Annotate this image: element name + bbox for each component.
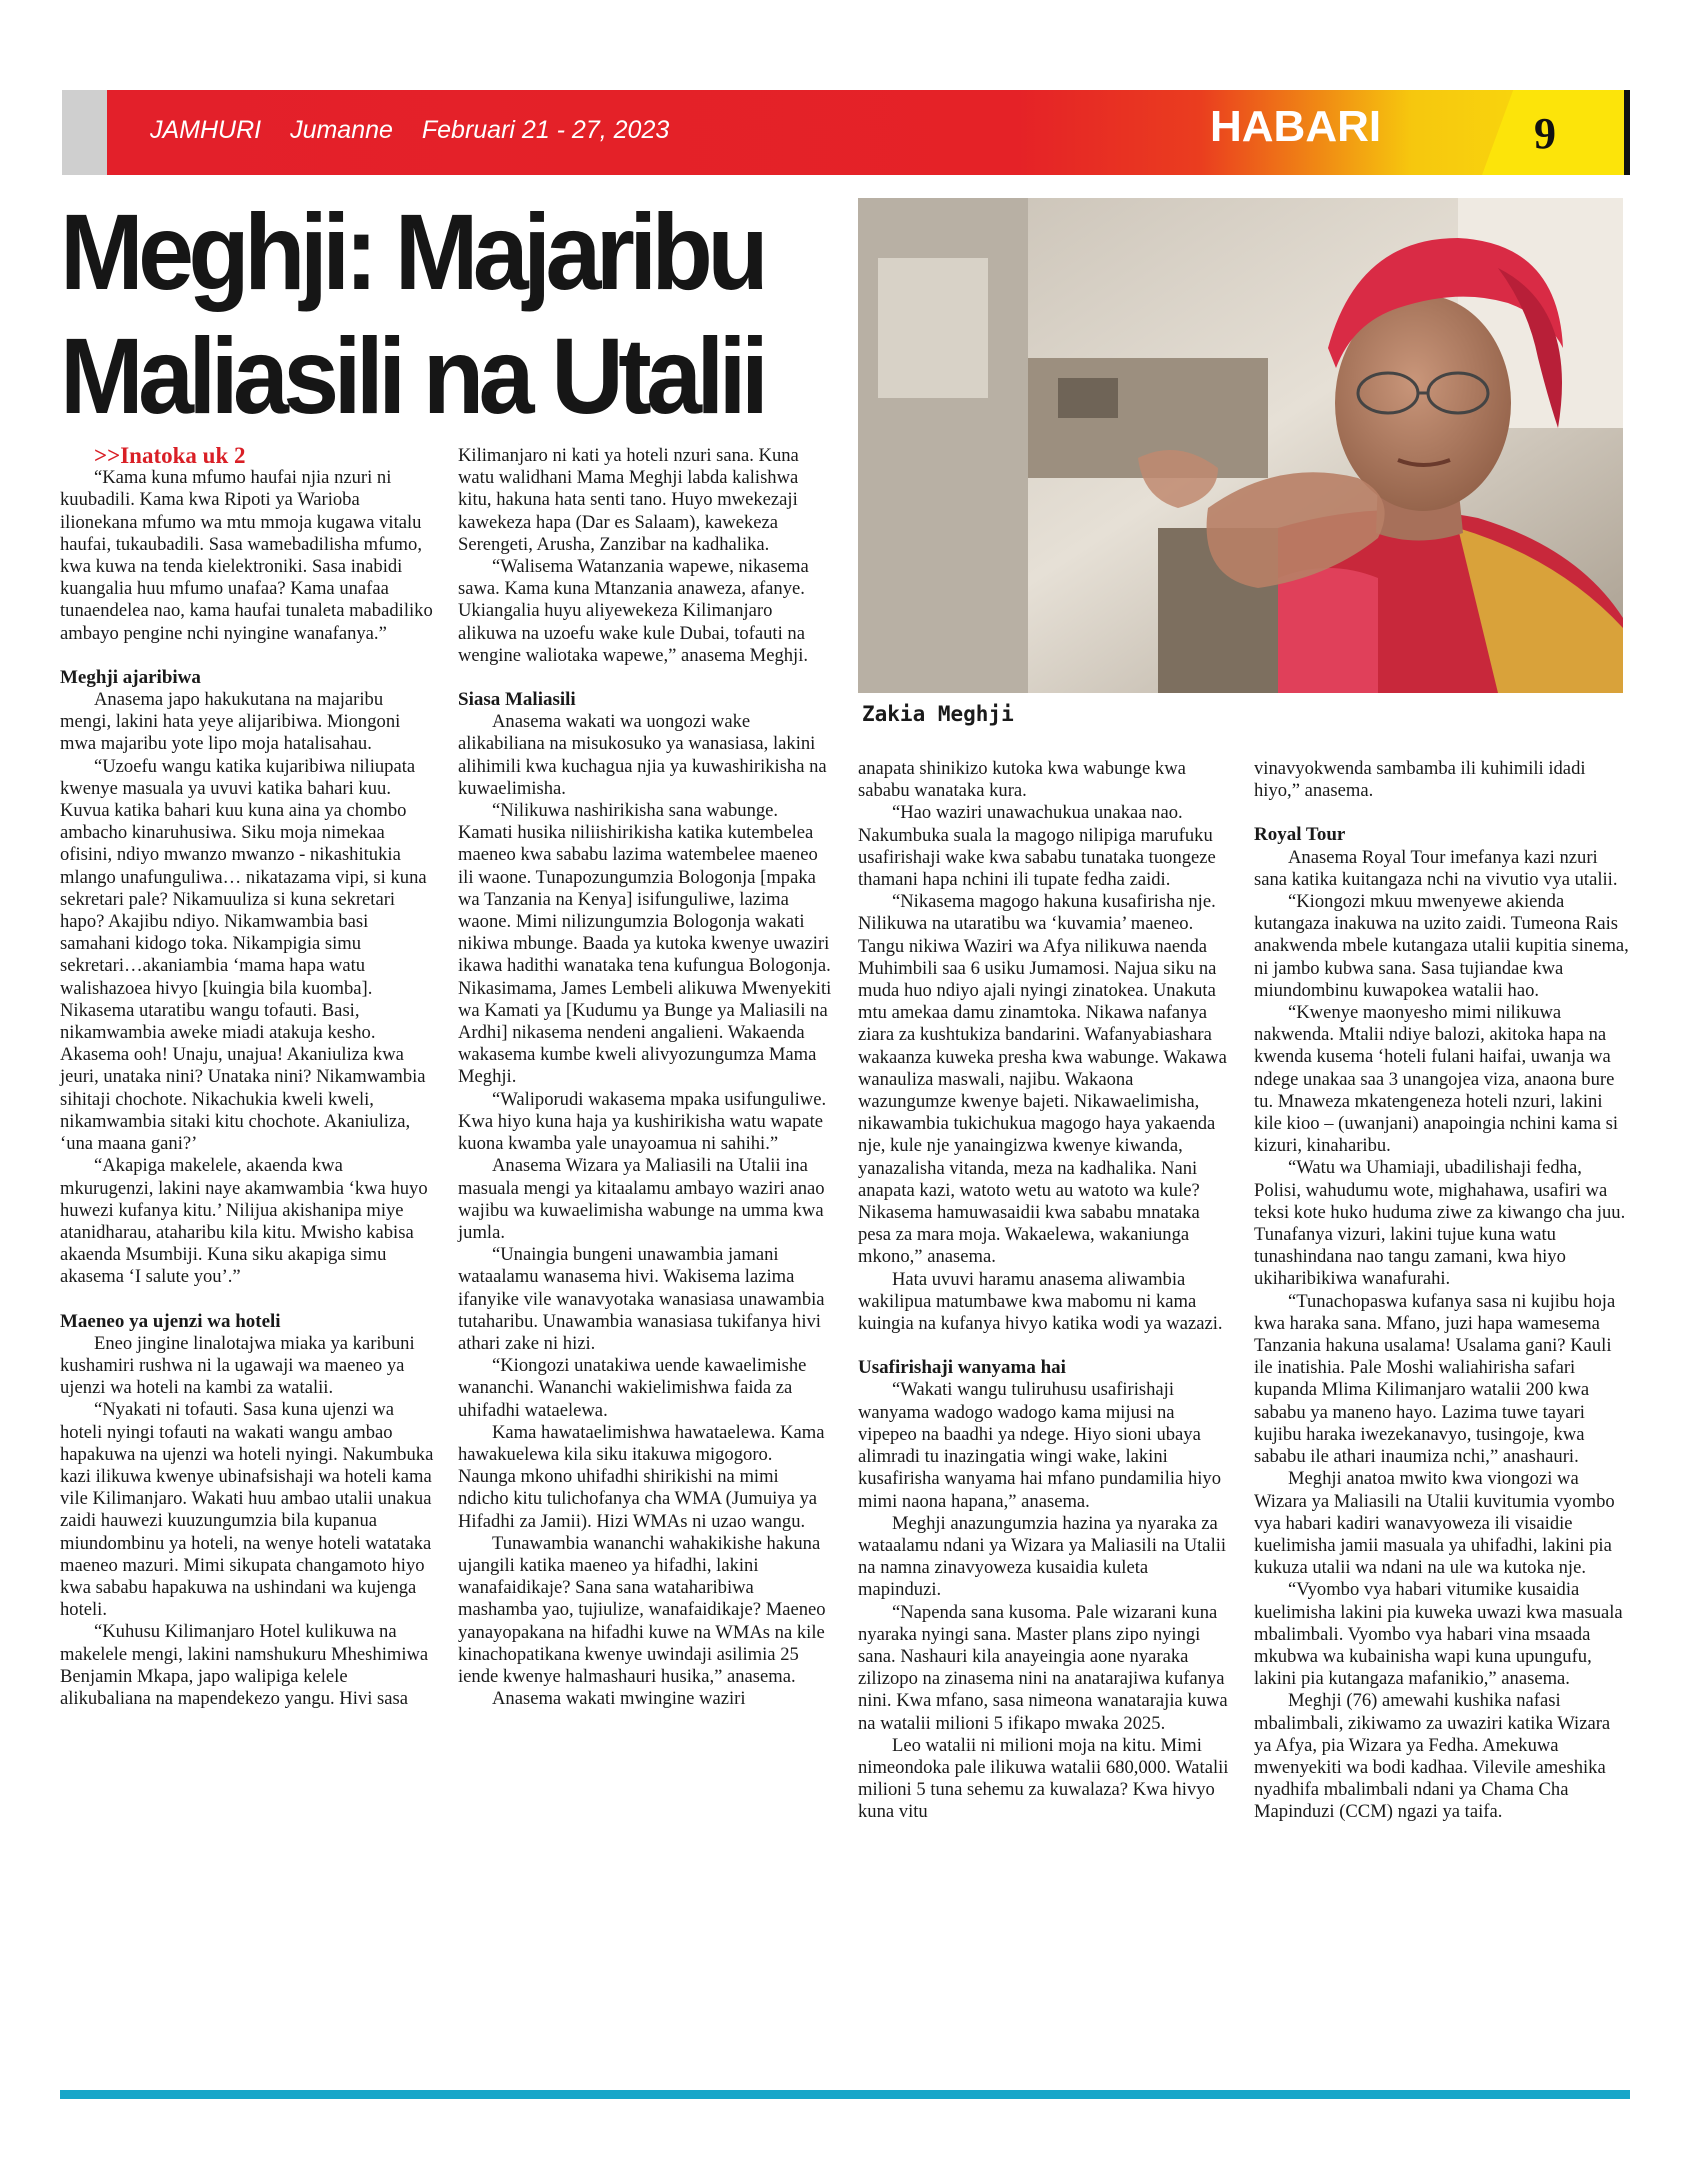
body-paragraph: “Kiongozi unatakiwa uende kawaelimishe wananchi. Wananchi wakielimishwa faida za uhifadhi wataelewa. xyxy=(458,1355,807,1421)
body-paragraph: “Wakati wangu tuliruhusu usafirishaji wanyama wadogo wadogo kama mijusi na vipepeo na baadhi ya ndege. Hiyo sioni ubaya alimradi tu inazingatia wingi wake, lakini kusafirisha wanyama hai mfano pundamilia hiyo mimi naona hapana,” anasema. xyxy=(858,1379,1221,1512)
continued-from-marker: >>Inatoka uk 2 xyxy=(94,443,246,468)
body-paragraph: “Napenda sana kusoma. Pale wizarani kuna nyaraka nyingi sana. Master plans zipo nyingi sana. Nashauri kila anayeingia aone nyaraka zilizopo na zinasema nini na anatarajiwa kufanya nini. Kwa mfano, sasa nimeona wanatarajia kuwa na watalii milioni 5 ifikapo mwaka 2025. xyxy=(858,1601,1228,1734)
paragraph-gap xyxy=(60,645,435,667)
article-headline xyxy=(60,190,795,438)
body-paragraph: “Nilikuwa nashirikisha sana wabunge. Kamati husika niliishirikisha katika kutembelea maeneo kwa sababu lazima watembelee maeneo ili waone. Tunapozungumzia Bologonja [mpaka wa Tanzania na Kenya] isifunguliwe, lazima waone. Mimi nilizungumzia Bologonja wakati nikiwa mbunge. Baada ya kutoka kwenye uwaziri ikawa hadithi wanataka tena kufungua Bologonja. Nikasimama, James Lembeli alikuwa Mwenyekiti wa Kamati ya [Kudumu ya Bunge ya Maliasili na Ardhi] nikasema nendeni angalieni. Wakaenda wakasema kumbe kweli alivyozungumza Mama Meghji. xyxy=(458,800,832,1088)
body-paragraph: “Kwenye maonyesho mimi nilikuwa nakwenda. Mtalii ndiye balozi, akitoka hapa na kwenda kusema ‘hoteli fulani haifai, uwanja wa ndege unakaa saa 3 unangojea viza, anaona bure tu. Mnaweza mkatengeneza hoteli nzuri, lakini kile kioo – (uwanjani) anapoingia nchini kama si kizuri, kinaharibu. xyxy=(1254,1002,1619,1157)
footer-rule xyxy=(60,2090,1630,2099)
photo-caption: Zakia Meghji xyxy=(862,702,1014,726)
issue-day: Jumanne xyxy=(290,116,393,144)
body-paragraph: Anasema japo hakukutana na majaribu mengi, lakini hata yeye alijaribiwa. Miongoni mwa majaribu yote lipo moja hatalisahau. xyxy=(60,689,401,755)
subheading: Meghji ajaribiwa xyxy=(60,666,201,688)
body-paragraph: “Waliporudi wakasema mpaka usifunguliwe. Kwa hiyo kuna haja ya kushirikisha watu wapate kuona kwamba yale unayoamua ni sahihi.” xyxy=(458,1088,827,1155)
article-photo xyxy=(858,198,1623,693)
header-meta xyxy=(150,116,691,145)
body-paragraph: Kama hawataelimishwa hawataelewa. Kama hawakuelewa kila siku itakuwa migogoro. Naunga mkono uhifadhi shirikishi na mimi ndicho kitu tulichofanya cha WMA (Jumuiya ya Hifadhi za Jamii). Hizi WMAs ni uzao wangu. xyxy=(458,1421,825,1532)
subheading: Royal Tour xyxy=(1254,824,1346,846)
body-paragraph: “Kuhusu Kilimanjaro Hotel kulikuwa na makelele mengi, lakini namshukuru Mheshimiwa Benjamin Mkapa, japo walipiga kelele alikubaliana na mapendekezo yangu. Hivi sasa xyxy=(60,1621,429,1709)
body-paragraph: “Uzoefu wangu katika kujaribiwa niliupata kwenye masuala ya uvuvi katika bahari kuu. Kuvua katika bahari kuu kuna aina ya chombo ambacho kinaruhusiwa. Siku moja nimekaa ofisini, ndiyo mwanzo mwanzo - nikashitukia mlango unafunguliwa… nikatazama vipi, si kuna sekretari pale? Nikamuuliza si kuna sekretari hapo? Akajibu ndiyo. Nikamwambia basi samahani kidogo toka. Nikampigia simu sekretari…akaniambia ‘mama hapa watu walishazoea hivyo [kuingia bila kuomba]. Nikasema utaratibu wangu tofauti. Basi, nikamwambia aweke miadi atakuja kesho. Akasema ooh! Unaju, unajua! Akaniuliza kwa jeuri, unataka nini? Unataka nini? Nikamwambia sihitaji chochote. Nikachukia kweli kweli, nikamwambia sitaki kitu chochote. Akaniuliza, ‘una maana gani?’ xyxy=(60,755,427,1155)
subheading: Siasa Maliasili xyxy=(458,689,576,711)
body-paragraph: “Watu wa Uhamiaji, ubadilishaji fedha, Polisi, wahudumu wote, mighahawa, usafiri wa teksi kote huko huduma ziwe za kiwango cha juu. Tunafanya vizuri, lakini tujue kuna watu tunashindana nao tangu zamani, kwa hiyo ukiharibikiwa wanafurahi. xyxy=(1254,1157,1626,1290)
paragraph-gap xyxy=(858,1335,1233,1357)
body-paragraph: Meghji (76) amewahi kushika nafasi mbalimbali, zikiwamo za uwaziri katika Wizara ya Afya, pia Wizara ya Fedha. Amekuwa mwenyekiti wa bodi kadhaa. Vilevile ameshika nyadhifa mbalimbali ndani ya Chama Cha Mapinduzi (CCM) ngazi ya taifa. xyxy=(1254,1690,1611,1823)
issue-date: Februari 21 - 27, 2023 xyxy=(421,116,670,144)
body-paragraph: Anasema Wizara ya Maliasili na Utalii ina masuala mengi ya kitaalamu ambayo waziri anao wajibu wa kuwaelimisha wabunge na umma kwa jumla. xyxy=(458,1155,825,1243)
paragraph-gap xyxy=(458,667,833,689)
body-paragraph: Tunawambia wananchi wahakikishe hakuna ujangili katika maeneo ya hifadhi, lakini wanafaidikaje? Sana sana wataharibiwa mashamba yao, tujiulize, wanafaidikaje? Maeneo yanayopakana na hifadhi kuwe na WMAs na kile kinachopatikana kwenye uwindaji asilimia 25 iende kwenye halmashauri husika,” anasema. xyxy=(458,1532,826,1687)
publication-name: JAMHURI xyxy=(150,116,262,144)
body-paragraph: Meghji anatoa mwito kwa viongozi wa Wizara ya Maliasili na Utalii kuvitumia vyombo vya habari kadiri wanavyoweza ili visaidie kuelimisha jamii masuala ya uhifadhi, lakini pia kukuza utalii wa ndani na ule wa kutoka nje. xyxy=(1254,1468,1615,1579)
body-paragraph: “Hao waziri unawachukua unakaa nao. Nakumbuka suala la magogo nilipiga marufuku usafirishaji wake kwa sababu tunataka tuongeze thamani hapa nchini ili tupate fedha zaidi. xyxy=(858,802,1216,891)
body-paragraph: Meghji anazungumzia hazina ya nyaraka za wataalamu ndani ya Wizara ya Maliasili na Utalii na namna zinavyoweza kusaidia kuleta mapinduzi. xyxy=(858,1512,1227,1601)
body-paragraph: “Walisema Watanzania wapewe, nikasema sawa. Kama kuna Mtanzania anaweza, afanye. Ukiangalia huyu aliyewekeza Kilimanjaro alikuwa na uzoefu wake kule Dubai, tofauti na wengine waliotaka wapewe,” anasema Meghji. xyxy=(458,556,809,666)
body-paragraph: “Nyakati ni tofauti. Sasa kuna ujenzi wa hoteli nyingi tofauti na wakati wangu ambao hapakuwa na ujenzi wa hoteli nyingi. Nakumbuka kazi ilikuwa kwenye ubinafsishaji wa hoteli kama vile Kilimanjaro. Wakati huu ambao utalii unakua zaidi hauwezi kuuzungumzia bila kupanua miundombinu ya hoteli, na wenye hoteli watataka maeneo mazuri. Mimi sikupata changamoto hiyo kwa sababu hapakuwa na ushindani wa kujenga hoteli. xyxy=(60,1399,434,1621)
article-column-1 xyxy=(60,445,435,1710)
section-label: HABARI xyxy=(1210,102,1382,151)
subheading: Maeneo ya ujenzi wa hoteli xyxy=(60,1310,281,1332)
body-paragraph: “Nikasema magogo hakuna kusafirisha nje. Nilikuwa na utaratibu wa ‘kuvamia’ maeneo. Tangu nikiwa Waziri wa Afya nilikuwa naenda Muhimbili saa 6 usiku Jumamosi. Najua siku na muda huo ndiyo ajali nyingi zinatokea. Unakuta mtu amekaa damu zinamtoka. Nikawa nafanya ziara za kushtukiza bandarini. Wafanyabiashara wakaanza kuweka presha kwa wabunge. Wakawa wanauliza maswali, najibu. Wakaona wazungumze kwenye bajeti. Nikawaelimisha, nikawambia tukichukua magogo haya yakaenda nje, kule nje yanaingizwa kwenye kiwanda, yanazalisha vitanda, meza na kadhalika. Nani anapata kazi, watoto wetu au watoto wa kule? Nikasema hamuwasaidii kwa sababu mnataka pesa za mara moja. Wakaelewa, wakaniunga mkono,” anasema. xyxy=(858,891,1227,1268)
body-paragraph: anapata shinikizo kutoka kwa wabunge kwa sababu wanataka kura. xyxy=(858,758,1186,802)
header-grey-block xyxy=(62,90,107,175)
body-paragraph: Anasema wakati mwingine waziri xyxy=(492,1688,746,1710)
body-paragraph: “Unaingia bungeni unawambia jamani wataalamu wanasema hivi. Wakisema lazima ifanyike vile wanavyotaka wanasiasa unawambia tutaharibu. Unawambia wanasiasa tukifanya hivi athari zake ni hizi. xyxy=(458,1244,825,1354)
body-paragraph: vinavyokwenda sambamba ili kuhimili idadi hiyo,” anasema. xyxy=(1254,758,1586,802)
body-paragraph: Eneo jingine linalotajwa miaka ya karibuni kushamiri rushwa ni la ugawaji wa maeneo ya ujenzi wa hoteli na kambi za watalii. xyxy=(60,1332,415,1399)
article-column-3 xyxy=(858,758,1233,1824)
header-edge-bar xyxy=(1624,90,1630,175)
body-paragraph: Anasema wakati wa uongozi wake alikabiliana na misukosuko ya wanasiasa, lakini alihimili kwa kuchagua njia ya kuwashirikisha na kuwaelimisha. xyxy=(458,711,827,799)
portrait-illustration xyxy=(858,198,1623,693)
paragraph-gap xyxy=(1254,802,1629,824)
body-paragraph: “Kiongozi mkuu mwenyewe akienda kutangaza inakuwa na uzito zaidi. Tumeona Rais anakwenda mbele kutangaza utalii kupitia sinema, ni jambo kubwa sana. Sasa tujiandae kwa miundombinu kuwapokea watalii hao. xyxy=(1254,891,1629,1001)
body-paragraph: Hata uvuvi haramu anasema aliwambia wakilipua matumbawe kwa mabomu ni kama kuingia na kufanya hivyo katika wodi ya wazazi. xyxy=(858,1268,1223,1335)
body-paragraph: Kilimanjaro ni kati ya hoteli nzuri sana. Kuna watu walidhani Mama Meghji labda kalishwa kitu, hakuna hata senti tano. Huyo mwekezaji kawekeza hapa (Dar es Salaam), kawekeza Serengeti, Arusha, Zanzibar na kadhalika. xyxy=(458,445,799,555)
body-paragraph: Anasema Royal Tour imefanya kazi nzuri sana katika kuitangaza nchi na vivutio vya utalii. xyxy=(1254,846,1618,890)
headline-line-1: Meghji: Majaribu xyxy=(60,191,764,312)
body-paragraph: “Akapiga makelele, akaenda kwa mkurugenzi, lakini naye akamwambia ‘kwa huyo huwezi kufanya kitu.’ Nilijua akishanipa miye atanidharau, ataharibu kila kitu. Mwisho kabisa akaenda Msumbiji. Kuna siku akapiga simu akasema ‘I salute you’.” xyxy=(60,1155,428,1288)
body-paragraph: Leo watalii ni milioni moja na kitu. Mimi nimeondoka pale ilikuwa watalii 680,000. Watalii milioni 5 tuna sehemu za kuwalaza? Kwa hivyo kuna vitu xyxy=(858,1734,1229,1823)
paragraph-gap xyxy=(60,1289,435,1311)
headline-line-2: Maliasili na Utalii xyxy=(60,315,764,436)
body-paragraph: “Vyombo vya habari vitumike kusaidia kuelimisha lakini pia kuweka uwazi kwa masuala mbalimbali. Vyombo vya habari vina msaada mkubwa wa kubainisha wapi kuna upungufu, lakini pia kutangaza mafanikio,” anasema. xyxy=(1254,1579,1623,1690)
subheading: Usafirishaji wanyama hai xyxy=(858,1357,1066,1379)
article-column-2 xyxy=(458,445,833,1710)
body-paragraph: “Kama kuna mfumo haufai njia nzuri ni kuubadili. Kama kwa Ripoti ya Warioba ilionekana mfumo wa mtu mmoja kugawa vitalu haufai, tukaubadili. Sasa wamebadilisha mfumo, kwa kuwa na tenda kielektroniki. Sasa inabidi kuangalia huu mfumo unafaa? Kama unafaa tunaendelea nao, kama haufai tunaleta mabadiliko ambayo pengine nchi nyingine wanafanya.” xyxy=(60,467,433,644)
body-paragraph: “Tunachopaswa kufanya sasa ni kujibu hoja kwa haraka sana. Mfano, juzi hapa wamesema Tanzania hakuna usalama! Usalama gani? Kauli ile inatishia. Pale Moshi waliahirisha safari kupanda Mlima Kilimanjaro watalii 200 kwa sababu ya maneno hayo. Lazima tuwe tayari kujibu haraka iwezekanavyo, tusingoje, kwa sababu ile athari inaumiza nchi,” anashauri. xyxy=(1254,1290,1616,1468)
article-column-4 xyxy=(1254,758,1629,1824)
page-number: 9 xyxy=(1534,109,1556,158)
